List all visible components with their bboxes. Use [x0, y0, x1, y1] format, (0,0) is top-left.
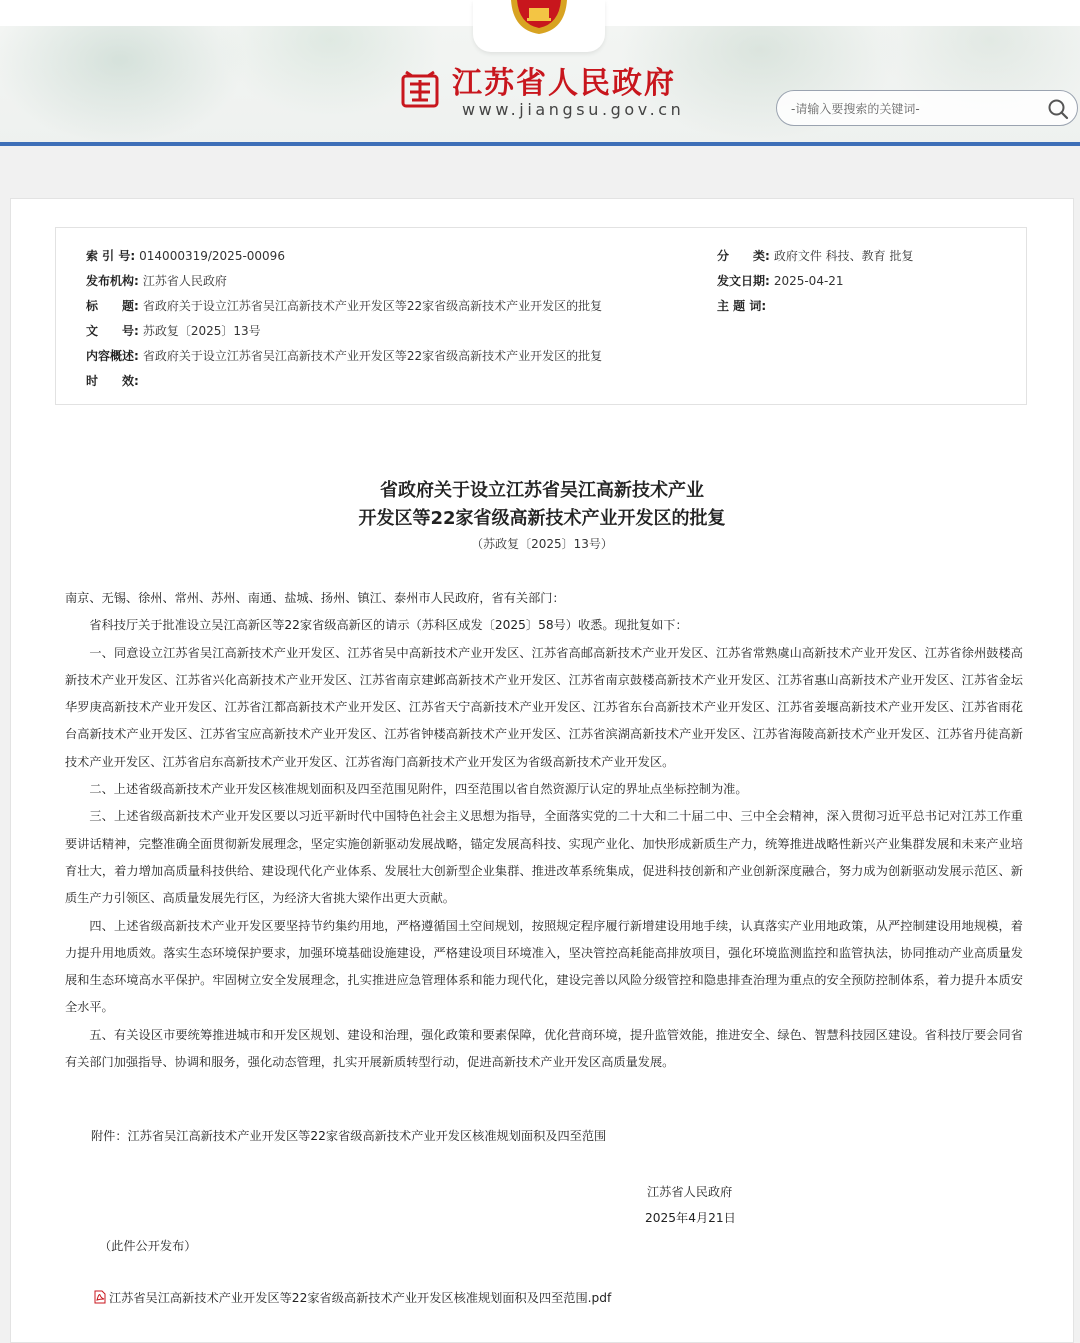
jiangsu-logo-icon	[400, 70, 440, 110]
meta-validity-label: 时 效:	[86, 374, 139, 388]
meta-publisher-value: 江苏省人民政府	[142, 274, 227, 288]
site-url[interactable]: www.jiangsu.gov.cn	[462, 100, 685, 119]
addressee: 南京、无锡、徐州、常州、苏州、南通、盐城、扬州、镇江、泰州市人民政府，省有关部门：	[65, 591, 565, 605]
meta-index-value: 014000319/2025-00096	[139, 249, 285, 263]
meta-validity	[86, 372, 143, 389]
meta-docno-label: 文 号:	[86, 324, 139, 338]
pdf-attachment-label: 江苏省吴江高新技术产业开发区等22家省级高新技术产业开发区核准规划面积及四至范围.pdf	[109, 1291, 612, 1305]
national-emblem-icon	[507, 0, 571, 36]
header-divider	[0, 142, 1080, 146]
body-paragraph: 五、有关设区市要统筹推进城市和开发区规划、建设和治理，强化政策和要素保障，优化营商环境，提升监管效能，推进安全、绿色、智慧科技园区建设。省科技厅要会同省有关部门加强指导、协调和服务，强化动态管理，扎实开展新质转型行动，促进高新技术产业开发区高质量发展。	[65, 1027, 1023, 1070]
body-paragraph: 三、上述省级高新技术产业开发区要以习近平新时代中国特色社会主义思想为指导，全面落实党的二十大和二十届二中、三中全会精神，深入贯彻习近平总书记对江苏工作重要讲话精神，完整准确全面贯彻新发展理念，坚定实施创新驱动发展战略，锚定发展高科技、实现产业化、加快形成新质生产力，统筹推进战略性新兴产业集群发展和未来产业培育壮大，着力增加高质量科技供给、建设现代化产业体系、发展壮大创新型企业集群、推进改革系统集成，促进科技创新和产业创新深度融合，努力成为创新驱动发展示范区、新质生产力引领区、高质量发展先行区，为经济大省挑大梁作出更大贡献。	[65, 809, 1023, 906]
signature-organization: 江苏省人民政府	[647, 1185, 733, 1199]
signature-date: 2025年4月21日	[645, 1211, 736, 1225]
attachment-note: 附件：江苏省吴江高新技术产业开发区等22家省级高新技术产业开发区核准规划面积及四至范围	[91, 1129, 607, 1143]
meta-docno-value: 苏政复〔2025〕13号	[142, 324, 261, 338]
meta-category-label: 分 类:	[717, 249, 770, 263]
meta-title-label: 标 题:	[86, 299, 139, 313]
meta-index	[86, 247, 285, 264]
document-panel	[10, 198, 1074, 1343]
meta-summary-value: 省政府关于设立江苏省吴江高新技术产业开发区等22家省级高新技术产业开发区的批复	[142, 349, 603, 363]
meta-category-value: 政府文件 科技、教育 批复	[773, 249, 914, 263]
meta-summary	[86, 347, 602, 364]
body-paragraph: 二、上述省级高新技术产业开发区核准规划面积及四至范围见附件，四至范围以省自然资源厅认定的界址点坐标控制为准。	[89, 782, 748, 797]
meta-publisher	[86, 272, 227, 289]
body-paragraph: 一、同意设立江苏省吴江高新技术产业开发区、江苏省吴中高新技术产业开发区、江苏省高邮高新技术产业开发区、江苏省常熟虞山高新技术产业开发区、江苏省徐州鼓楼高新技术产业开发区、江苏省兴化高新技术产业开发区、江苏省南京建邺高新技术产业开发区、江苏省南京鼓楼高新技术产业开发区、江苏省惠山高新技术产业开发区、江苏省金坛华罗庚高新技术产业开发区、江苏省江都高新技术产业开发区、江苏省天宁高新技术产业开发区、江苏省东台高新技术产业开发区、江苏省姜堰高新技术产业开发区、江苏省雨花台高新技术产业开发区、江苏省宝应高新技术产业开发区、江苏省钟楼高新技术产业开发区、江苏省滨湖高新技术产业开发区、江苏省海陵高新技术产业开发区、江苏省丹徒高新技术产业开发区、江苏省启东高新技术产业开发区、江苏省海门高新技术产业开发区为省级高新技术产业开发区。	[65, 645, 1023, 769]
pdf-icon	[93, 1290, 107, 1304]
meta-publisher-label: 发布机构:	[86, 274, 139, 288]
body-paragraph: 四、上述省级高新技术产业开发区要坚持节约集约用地，严格遵循国土空间规划，按照规定程序履行新增建设用地手续，认真落实产业用地政策，从严控制建设用地规模，着力提升用地质效。落实生态环境保护要求，加强环境基础设施建设，严格建设项目环境准入，坚决管控高耗能高排放项目，强化环境监测监控和监管执法，协同推动产业高质量发展和生态环境高水平保护。牢固树立安全发展理念，扎实推进应急管理体系和能力现代化，建设完善以风险分级管控和隐患排查治理为重点的安全预防控制体系，着力提升本质安全水平。	[65, 918, 1023, 1015]
search-input[interactable]	[791, 99, 1031, 119]
site-name[interactable]: 江苏省人民政府	[452, 66, 676, 101]
document-title	[11, 477, 1073, 533]
document-title-line2: 开发区等22家省级高新技术产业开发区的批复	[358, 508, 726, 529]
metadata-box	[55, 227, 1027, 405]
meta-title	[86, 297, 602, 314]
document-title-line1: 省政府关于设立江苏省吴江高新技术产业	[380, 480, 704, 501]
meta-date-label: 发文日期:	[717, 274, 770, 288]
meta-date	[717, 272, 844, 289]
site-header	[0, 0, 1080, 146]
search-icon[interactable]	[1047, 98, 1069, 120]
meta-title-value: 省政府关于设立江苏省吴江高新技术产业开发区等22家省级高新技术产业开发区的批复	[142, 299, 603, 313]
meta-summary-label: 内容概述:	[86, 349, 139, 363]
meta-subject	[717, 297, 770, 314]
search-box	[776, 90, 1078, 126]
meta-subject-label: 主 题 词:	[717, 299, 767, 313]
public-release-note: （此件公开发布）	[99, 1239, 197, 1253]
meta-docno	[86, 322, 261, 339]
document-body	[65, 585, 1023, 1076]
pdf-attachment-link[interactable]	[93, 1289, 611, 1306]
meta-index-label: 索 引 号:	[86, 249, 136, 263]
document-number: （苏政复〔2025〕13号）	[471, 537, 613, 551]
meta-category	[717, 247, 913, 264]
meta-date-value: 2025-04-21	[773, 274, 844, 288]
body-paragraph: 省科技厅关于批准设立吴江高新区等22家省级高新区的请示（苏科区成发〔2025〕58号）收悉。现批复如下：	[89, 618, 688, 633]
